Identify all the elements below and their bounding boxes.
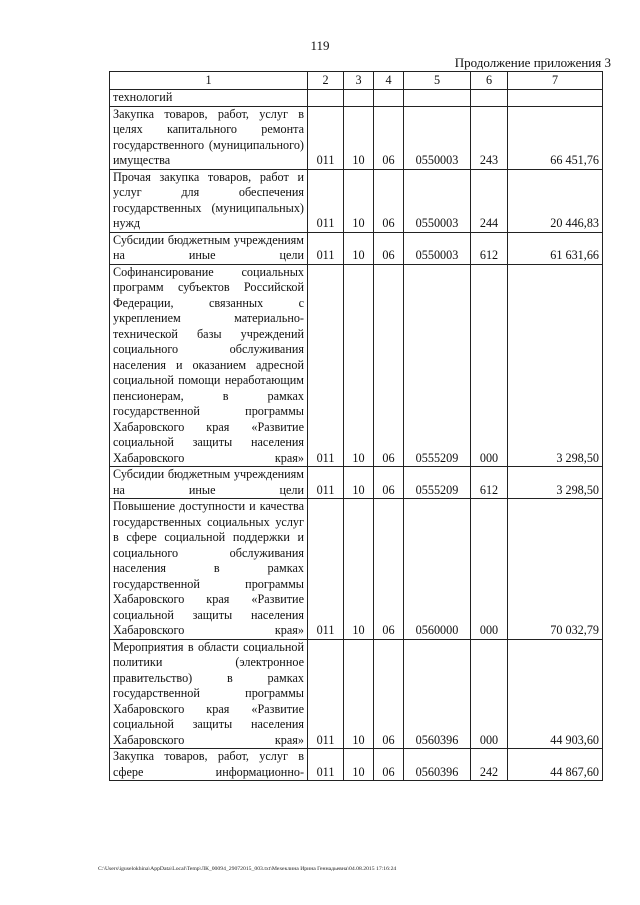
gr-cell: 011 (308, 499, 344, 640)
vr-cell: 612 (471, 467, 508, 499)
rz-cell (344, 90, 374, 107)
file-path-footer: C:\Users\iguselokhina\AppData\Local\Temp\ЛК_00094_29072015_003.txt\Мехеклина Ирина Геннадьевна\04.08.2015 17:16:24 (98, 866, 397, 872)
vr-cell: 244 (471, 169, 508, 232)
sum-cell: 3 298,50 (508, 467, 603, 499)
rz-cell: 10 (344, 264, 374, 467)
row-name-cell: Закупка товаров, работ, услуг в целях капитального ремонта государственного (муниципального) имущества (110, 106, 308, 169)
sum-cell (508, 90, 603, 107)
pr-cell: 06 (374, 639, 404, 749)
rz-cell: 10 (344, 232, 374, 264)
pr-cell: 06 (374, 169, 404, 232)
column-header: 7 (508, 72, 603, 90)
table-row (110, 232, 603, 264)
pr-cell: 06 (374, 232, 404, 264)
gr-cell: 011 (308, 169, 344, 232)
vr-cell: 612 (471, 232, 508, 264)
row-name-cell: Мероприятия в области социальной политики (электронное правительство) в рамках государственной программы Хабаровского края «Развитие социальной защиты населения Хабаровского края» (110, 639, 308, 749)
column-header: 5 (404, 72, 471, 90)
row-name-cell: Софинансирование социальных программ субъектов Российской Федерации, связанных с укреплением материально-технической базы учреждений социального обслуживания населения и оказанием адресной социальной помощи неработающим пенсионерам, в рамках государственной программы Хабаровского края «Развитие социальной защиты населения Хабаровского края» (110, 264, 308, 467)
cs-cell: 0560000 (404, 499, 471, 640)
table-row (110, 90, 603, 107)
pr-cell: 06 (374, 106, 404, 169)
cs-cell: 0555209 (404, 467, 471, 499)
sum-cell: 3 298,50 (508, 264, 603, 467)
row-name-cell: Прочая закупка товаров, работ и услуг для обеспечения государственных (муниципальных) нужд (110, 169, 308, 232)
vr-cell: 242 (471, 749, 508, 781)
table-row (110, 639, 603, 749)
sum-cell: 44 867,60 (508, 749, 603, 781)
table-row (110, 106, 603, 169)
gr-cell: 011 (308, 467, 344, 499)
sum-cell: 66 451,76 (508, 106, 603, 169)
row-name-cell: Закупка товаров, работ, услуг в сфере информационно- (110, 749, 308, 781)
sum-cell: 61 631,66 (508, 232, 603, 264)
rz-cell: 10 (344, 499, 374, 640)
gr-cell: 011 (308, 639, 344, 749)
appendix-continuation-label: Продолжение приложения 3 (454, 55, 611, 70)
cs-cell: 0560396 (404, 749, 471, 781)
column-header: 2 (308, 72, 344, 90)
vr-cell: 000 (471, 499, 508, 640)
row-name-cell: Повышение доступности и качества государственных социальных услуг в сфере социальной поддержки и социального обслуживания населения в рамках государственной программы Хабаровского края «Развитие социальной защиты населения Хабаровского края» (110, 499, 308, 640)
pr-cell: 06 (374, 264, 404, 467)
vr-cell: 243 (471, 106, 508, 169)
row-name-cell: Субсидии бюджетным учреждениям на иные цели (110, 232, 308, 264)
gr-cell: 011 (308, 106, 344, 169)
row-name-cell: технологий (110, 90, 308, 107)
gr-cell (308, 90, 344, 107)
table-header-row (110, 72, 603, 90)
cs-cell: 0555209 (404, 264, 471, 467)
cs-cell (404, 90, 471, 107)
gr-cell: 011 (308, 232, 344, 264)
vr-cell (471, 90, 508, 107)
budget-table (109, 71, 603, 781)
cs-cell: 0550003 (404, 169, 471, 232)
table-row (110, 499, 603, 640)
rz-cell: 10 (344, 467, 374, 499)
pr-cell: 06 (374, 749, 404, 781)
rz-cell: 10 (344, 639, 374, 749)
page-number: 119 (310, 38, 330, 53)
table-row (110, 467, 603, 499)
table-row (110, 749, 603, 781)
cs-cell: 0550003 (404, 232, 471, 264)
row-name-cell: Субсидии бюджетным учреждениям на иные цели (110, 467, 308, 499)
column-header: 6 (471, 72, 508, 90)
gr-cell: 011 (308, 264, 344, 467)
vr-cell: 000 (471, 639, 508, 749)
table-row (110, 169, 603, 232)
gr-cell: 011 (308, 749, 344, 781)
column-header: 4 (374, 72, 404, 90)
pr-cell (374, 90, 404, 107)
cs-cell: 0560396 (404, 639, 471, 749)
table-row (110, 264, 603, 467)
pr-cell: 06 (374, 467, 404, 499)
rz-cell: 10 (344, 106, 374, 169)
column-header: 1 (110, 72, 308, 90)
pr-cell: 06 (374, 499, 404, 640)
column-header: 3 (344, 72, 374, 90)
sum-cell: 44 903,60 (508, 639, 603, 749)
sum-cell: 20 446,83 (508, 169, 603, 232)
vr-cell: 000 (471, 264, 508, 467)
rz-cell: 10 (344, 169, 374, 232)
sum-cell: 70 032,79 (508, 499, 603, 640)
cs-cell: 0550003 (404, 106, 471, 169)
rz-cell: 10 (344, 749, 374, 781)
